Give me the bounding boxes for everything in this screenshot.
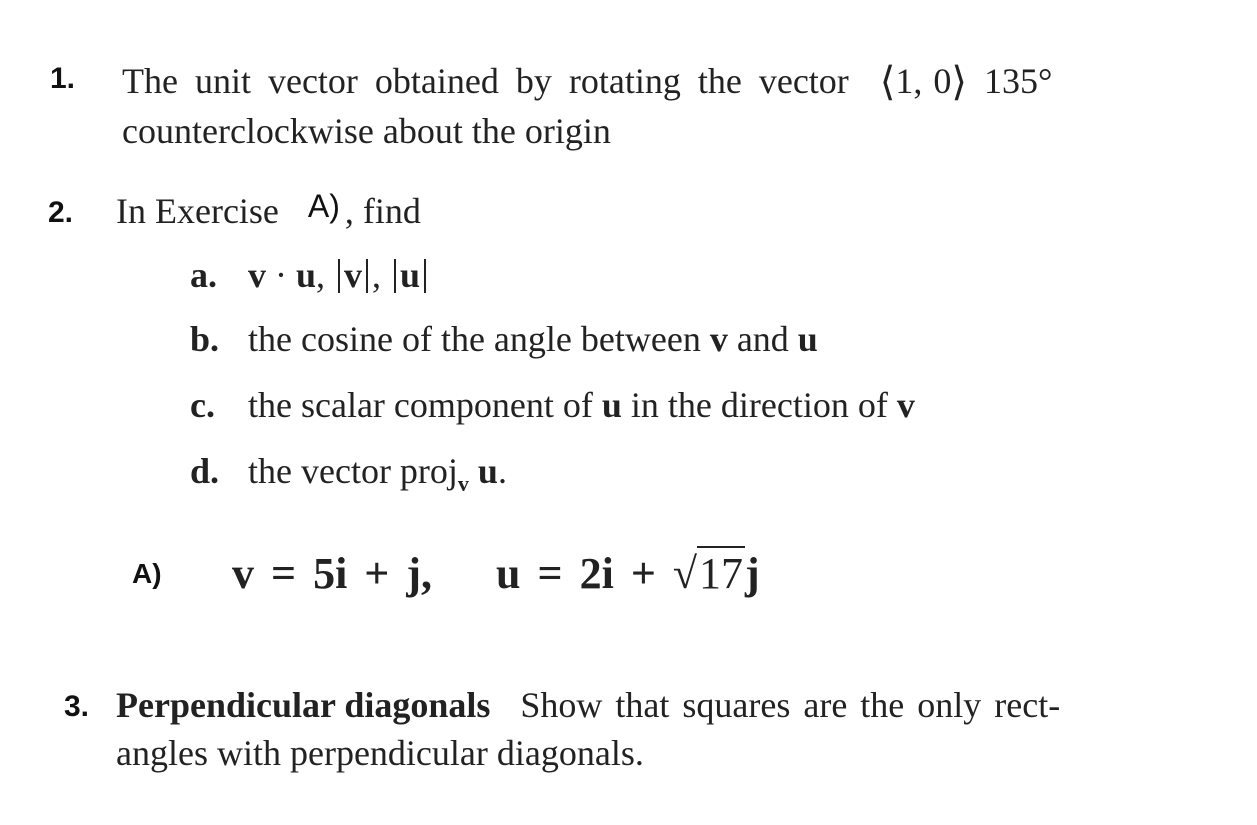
question-1-angle: 135° — [984, 61, 1053, 101]
handwritten-exercise-ref: A) — [307, 188, 340, 224]
question-3-line-2: angles with perpendicular diagonals. — [116, 733, 644, 773]
question-3-line-1: Perpendicular diagonals Show that squares are the only rect- — [116, 685, 1061, 725]
question-1-line-1: The unit vector obtained by rotating the vector ⟨1, 0⟩ 135° — [122, 59, 1053, 104]
item-c-label: c. — [190, 385, 215, 425]
item-d-label: d. — [190, 451, 220, 491]
question-1-number: 1. — [50, 62, 76, 95]
question-3-title: Perpendicular diagonals — [116, 685, 491, 725]
item-a: a. v · u, v , u — [190, 254, 430, 296]
question-3-number: 3. — [64, 690, 90, 723]
question-2-prompt — [116, 190, 421, 232]
question-2-suffix: , find — [344, 191, 421, 231]
exercise-a-u: u — [496, 549, 521, 598]
item-c: c. the scalar component of u in the direction of v — [190, 385, 915, 425]
question-2-prefix: In Exercise — [116, 191, 279, 231]
item-a-v: v — [248, 255, 266, 295]
question-1-text: The unit vector obtained by rotating the vector — [122, 61, 849, 101]
item-a-label: a. — [190, 255, 217, 295]
question-1-line-2: counterclockwise about the origin — [122, 111, 611, 151]
item-d: d. the vector proj$_v$ u. — [190, 451, 507, 496]
item-b: b. the cosine of the angle between v and u — [190, 319, 818, 359]
question-2-number: 2. — [48, 196, 74, 229]
question-1-vector: 1, 0 — [895, 61, 952, 101]
item-b-label: b. — [190, 319, 220, 359]
exercise-a-equations: v = 5i + j, u = 2i + √17j — [232, 546, 760, 599]
exercise-a-label: A) — [132, 558, 162, 589]
sqrt-symbol: √17 — [673, 546, 745, 599]
exercise-a-v: v — [232, 549, 254, 598]
